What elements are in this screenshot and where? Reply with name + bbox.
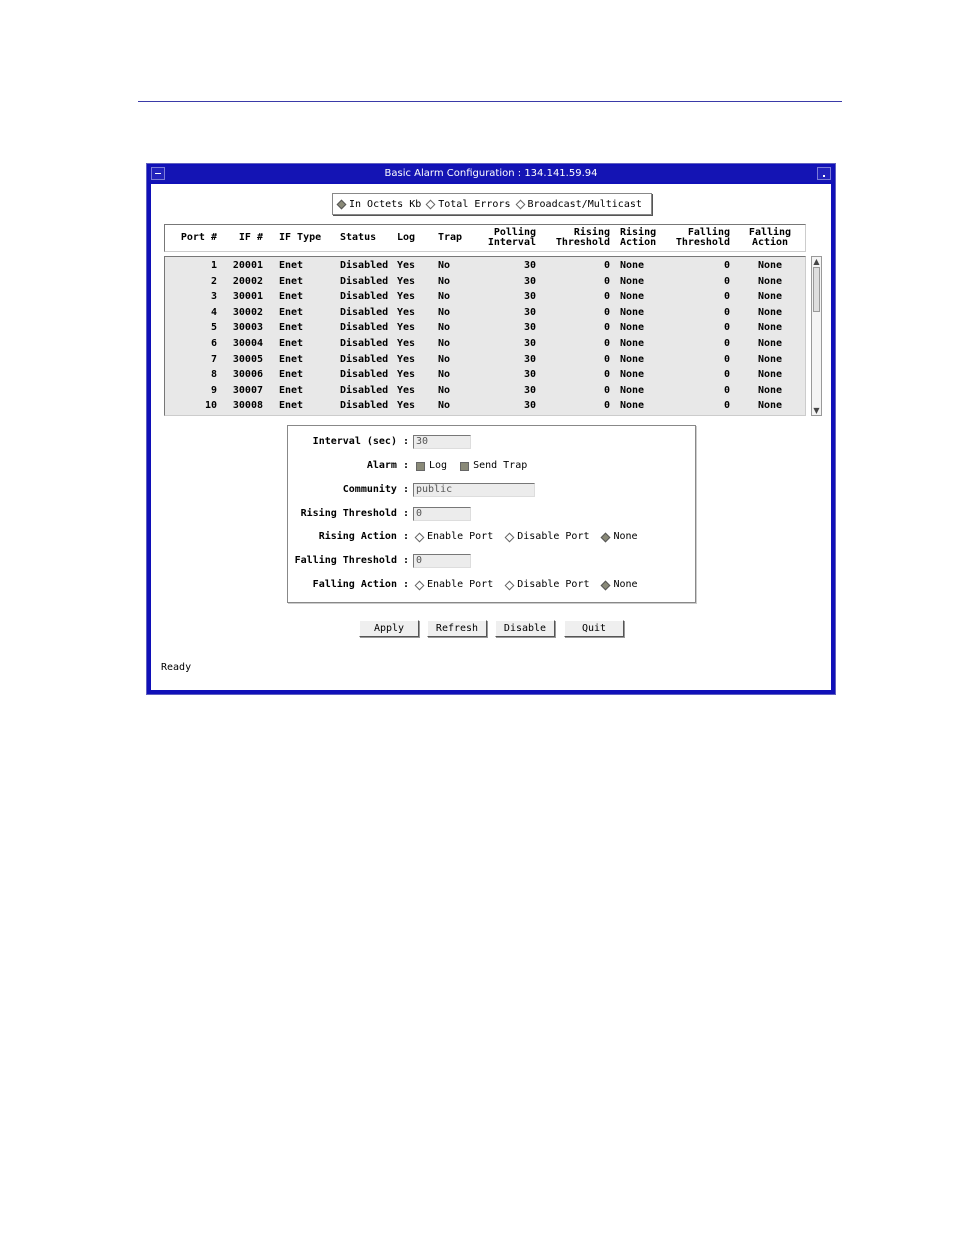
col-rising-action: Rising Action: [620, 227, 657, 248]
cell-rising-action: None: [620, 260, 645, 271]
cell-log: Yes: [397, 353, 416, 365]
col-port: Port #: [180, 232, 217, 243]
radio-unselected-icon: [415, 580, 425, 590]
col-status: Status: [340, 232, 377, 243]
cell-rising-threshold: 0: [603, 291, 610, 303]
table-row[interactable]: [165, 289, 805, 304]
cell-trap: No: [438, 353, 451, 365]
cell-if-type: Enet: [279, 400, 304, 412]
cell-rising-threshold: 0: [603, 369, 610, 381]
radio-unselected-icon: [505, 580, 515, 590]
cell-port: 8: [210, 369, 217, 381]
scroll-up-icon[interactable]: ▲: [813, 257, 820, 266]
table-header: [164, 224, 806, 252]
cell-falling-threshold: 0: [723, 353, 730, 365]
disable-button[interactable]: Disable: [495, 620, 555, 637]
cell-status: Disabled: [340, 322, 389, 334]
falling-none-radio[interactable]: [602, 578, 637, 592]
alarm-log-checkbox[interactable]: [416, 459, 447, 473]
cell-trap: No: [438, 400, 451, 412]
cell-if: 30008: [232, 400, 263, 412]
ports-table[interactable]: [164, 256, 806, 416]
cell-port: 1: [210, 260, 217, 271]
cell-status: Disabled: [340, 369, 389, 381]
radio-label: In Octets Kb: [349, 198, 422, 210]
cell-falling-action: None: [757, 353, 783, 365]
cell-rising-action: None: [620, 369, 645, 381]
checkbox-checked-icon: [416, 462, 425, 471]
cell-polling-interval: 30: [523, 338, 536, 349]
falling-threshold-input[interactable]: 0: [413, 554, 471, 568]
cell-if: 30004: [232, 338, 263, 349]
table-row[interactable]: [165, 352, 805, 367]
cell-status: Disabled: [340, 306, 389, 318]
cell-log: Yes: [397, 275, 416, 287]
cell-rising-threshold: 0: [603, 400, 610, 412]
cell-falling-action: None: [757, 291, 783, 303]
cell-trap: No: [438, 275, 451, 287]
cell-if: 30005: [232, 353, 263, 365]
radio-label: Broadcast/Multicast: [527, 198, 642, 210]
radio-label: None: [613, 579, 638, 590]
window-title: Basic Alarm Configuration : 134.141.59.94: [384, 168, 598, 179]
cell-falling-action: None: [757, 306, 783, 318]
col-if: IF #: [238, 232, 263, 243]
cell-trap: No: [438, 338, 451, 349]
cell-falling-action: None: [757, 384, 783, 396]
cell-falling-threshold: 0: [723, 275, 730, 287]
cell-status: Disabled: [340, 291, 389, 303]
window-menu-button[interactable]: [151, 167, 165, 180]
radio-label: Enable Port: [427, 531, 494, 542]
interval-label: Interval (sec) :: [312, 436, 409, 447]
radio-selected-icon: [601, 532, 611, 542]
radio-selected-icon: [337, 199, 347, 209]
table-scrollbar[interactable]: [811, 256, 822, 416]
checkbox-checked-icon: [460, 462, 469, 471]
table-row[interactable]: [165, 305, 805, 320]
cell-trap: No: [438, 306, 451, 318]
cell-if: 30003: [232, 322, 263, 334]
cell-if: 20001: [232, 260, 263, 271]
cell-port: 6: [210, 338, 217, 349]
page-rule: [138, 101, 842, 102]
cell-trap: No: [438, 369, 451, 381]
table-row[interactable]: [165, 383, 805, 398]
falling-enable-port-radio[interactable]: [416, 578, 493, 592]
radio-unselected-icon: [505, 532, 515, 542]
table-row[interactable]: [165, 336, 805, 351]
minimize-icon: [823, 175, 825, 177]
cell-status: Disabled: [340, 260, 389, 271]
alarm-form: [287, 425, 696, 603]
quit-button[interactable]: Quit: [564, 620, 624, 637]
cell-log: Yes: [397, 291, 416, 303]
cell-rising-threshold: 0: [603, 275, 610, 287]
table-row[interactable]: [165, 274, 805, 289]
falling-action-options: [416, 578, 646, 592]
cell-log: Yes: [397, 338, 416, 349]
cell-if-type: Enet: [279, 369, 304, 381]
alarm-config-window: [146, 163, 836, 695]
radio-in-octets[interactable]: [338, 199, 421, 210]
col-rising-threshold: Rising Threshold: [555, 227, 610, 248]
alarm-options: [416, 459, 535, 473]
cell-if: 30006: [232, 369, 263, 381]
cell-if-type: Enet: [279, 291, 304, 303]
table-row[interactable]: [165, 320, 805, 335]
radio-unselected-icon: [426, 199, 436, 209]
cell-port: 10: [204, 400, 217, 412]
cell-if-type: Enet: [279, 322, 304, 334]
cell-polling-interval: 30: [523, 260, 536, 271]
cell-falling-action: None: [757, 322, 783, 334]
cell-polling-interval: 30: [523, 353, 536, 365]
cell-falling-threshold: 0: [723, 338, 730, 349]
col-falling-action: Falling Action: [748, 227, 792, 248]
scroll-down-icon[interactable]: ▼: [813, 406, 820, 415]
alarm-trap-checkbox[interactable]: [460, 459, 527, 473]
falling-threshold-label: Falling Threshold :: [294, 555, 409, 566]
window-menu-icon: [155, 173, 161, 174]
cell-if-type: Enet: [279, 306, 304, 318]
cell-trap: No: [438, 291, 451, 303]
cell-port: 3: [210, 291, 217, 303]
cell-if-type: Enet: [279, 275, 304, 287]
cell-falling-action: None: [757, 275, 783, 287]
radio-label: Disable Port: [517, 531, 590, 542]
cell-rising-action: None: [620, 306, 645, 318]
cell-falling-action: None: [757, 260, 783, 271]
rising-threshold-label: Rising Threshold :: [300, 508, 409, 519]
cell-rising-action: None: [620, 338, 645, 349]
radio-total-errors[interactable]: [427, 199, 510, 210]
cell-if-type: Enet: [279, 384, 304, 396]
cell-status: Disabled: [340, 338, 389, 349]
cell-falling-threshold: 0: [723, 322, 730, 334]
cell-port: 5: [210, 322, 217, 334]
cell-rising-threshold: 0: [603, 306, 610, 318]
window-client-area: [151, 184, 831, 690]
table-row[interactable]: [165, 367, 805, 382]
cell-status: Disabled: [340, 353, 389, 365]
radio-label: Total Errors: [438, 198, 511, 210]
cell-if: 30001: [232, 291, 263, 303]
cell-rising-threshold: 0: [603, 322, 610, 334]
cell-falling-action: None: [757, 369, 783, 381]
cell-polling-interval: 30: [523, 306, 536, 318]
cell-if: 30007: [232, 384, 263, 396]
table-row[interactable]: [165, 258, 805, 273]
cell-rising-action: None: [620, 384, 645, 396]
cell-rising-threshold: 0: [603, 353, 610, 365]
col-falling-threshold: Falling Threshold: [675, 227, 730, 248]
radio-label: Disable Port: [517, 579, 590, 590]
cell-rising-threshold: 0: [603, 384, 610, 396]
cell-if-type: Enet: [279, 338, 304, 349]
cell-polling-interval: 30: [523, 369, 536, 381]
interval-input[interactable]: 30: [413, 435, 471, 449]
cell-log: Yes: [397, 369, 416, 381]
cell-rising-action: None: [620, 353, 645, 365]
statistic-selector: [332, 193, 652, 215]
status-text: Ready: [161, 662, 192, 673]
cell-log: Yes: [397, 322, 416, 334]
rising-action-options: [416, 530, 646, 544]
cell-falling-action: None: [757, 400, 783, 412]
cell-rising-action: None: [620, 322, 645, 334]
cell-falling-threshold: 0: [723, 369, 730, 381]
cell-falling-threshold: 0: [723, 384, 730, 396]
cell-log: Yes: [397, 400, 416, 412]
rising-action-label: Rising Action :: [318, 531, 409, 542]
cell-trap: No: [438, 260, 451, 271]
cell-falling-threshold: 0: [723, 306, 730, 318]
table-row[interactable]: [165, 398, 805, 413]
cell-port: 2: [210, 275, 217, 287]
cell-if-type: Enet: [279, 353, 304, 365]
cell-polling-interval: 30: [523, 400, 536, 412]
cell-port: 9: [210, 384, 217, 396]
radio-label: None: [613, 531, 638, 542]
cell-rising-threshold: 0: [603, 338, 610, 349]
cell-status: Disabled: [340, 384, 389, 396]
cell-status: Disabled: [340, 400, 389, 412]
cell-port: 4: [210, 306, 217, 318]
cell-rising-action: None: [620, 275, 645, 287]
cell-polling-interval: 30: [523, 291, 536, 303]
cell-falling-threshold: 0: [723, 400, 730, 412]
radio-broadcast-multicast[interactable]: [517, 199, 642, 210]
cell-rising-threshold: 0: [603, 260, 610, 271]
rising-enable-port-radio[interactable]: [416, 530, 493, 544]
cell-trap: No: [438, 384, 451, 396]
radio-unselected-icon: [515, 199, 525, 209]
cell-if: 30002: [232, 306, 263, 318]
falling-disable-port-radio[interactable]: [506, 578, 589, 592]
community-label: Community :: [342, 484, 409, 495]
cell-polling-interval: 30: [523, 384, 536, 396]
col-polling-interval: Polling Interval: [487, 227, 536, 248]
col-log: Log: [397, 232, 416, 243]
cell-log: Yes: [397, 260, 416, 271]
alarm-label: Alarm :: [366, 460, 409, 471]
rising-disable-port-radio[interactable]: [506, 530, 589, 544]
cell-falling-action: None: [757, 338, 783, 349]
radio-label: Enable Port: [427, 579, 494, 590]
cell-falling-threshold: 0: [723, 291, 730, 303]
title-bar[interactable]: [149, 166, 833, 182]
minimize-button[interactable]: [817, 167, 831, 180]
cell-polling-interval: 30: [523, 322, 536, 334]
apply-button[interactable]: Apply: [359, 620, 419, 637]
cell-status: Disabled: [340, 275, 389, 287]
radio-selected-icon: [601, 580, 611, 590]
community-input[interactable]: public: [413, 483, 535, 497]
radio-unselected-icon: [415, 532, 425, 542]
checkbox-label: Send Trap: [473, 460, 528, 471]
cell-log: Yes: [397, 384, 416, 396]
cell-port: 7: [210, 353, 217, 365]
cell-if-type: Enet: [279, 260, 304, 271]
cell-polling-interval: 30: [523, 275, 536, 287]
rising-threshold-input[interactable]: 0: [413, 507, 471, 521]
cell-falling-threshold: 0: [723, 260, 730, 271]
checkbox-label: Log: [429, 460, 448, 471]
scroll-thumb[interactable]: [813, 267, 820, 312]
refresh-button[interactable]: Refresh: [427, 620, 487, 637]
falling-action-label: Falling Action :: [312, 579, 409, 590]
cell-rising-action: None: [620, 291, 645, 303]
col-if-type: IF Type: [279, 232, 322, 243]
cell-log: Yes: [397, 306, 416, 318]
cell-if: 20002: [232, 275, 263, 287]
rising-none-radio[interactable]: [602, 530, 637, 544]
col-trap: Trap: [438, 232, 463, 243]
cell-trap: No: [438, 322, 451, 334]
cell-rising-action: None: [620, 400, 645, 412]
